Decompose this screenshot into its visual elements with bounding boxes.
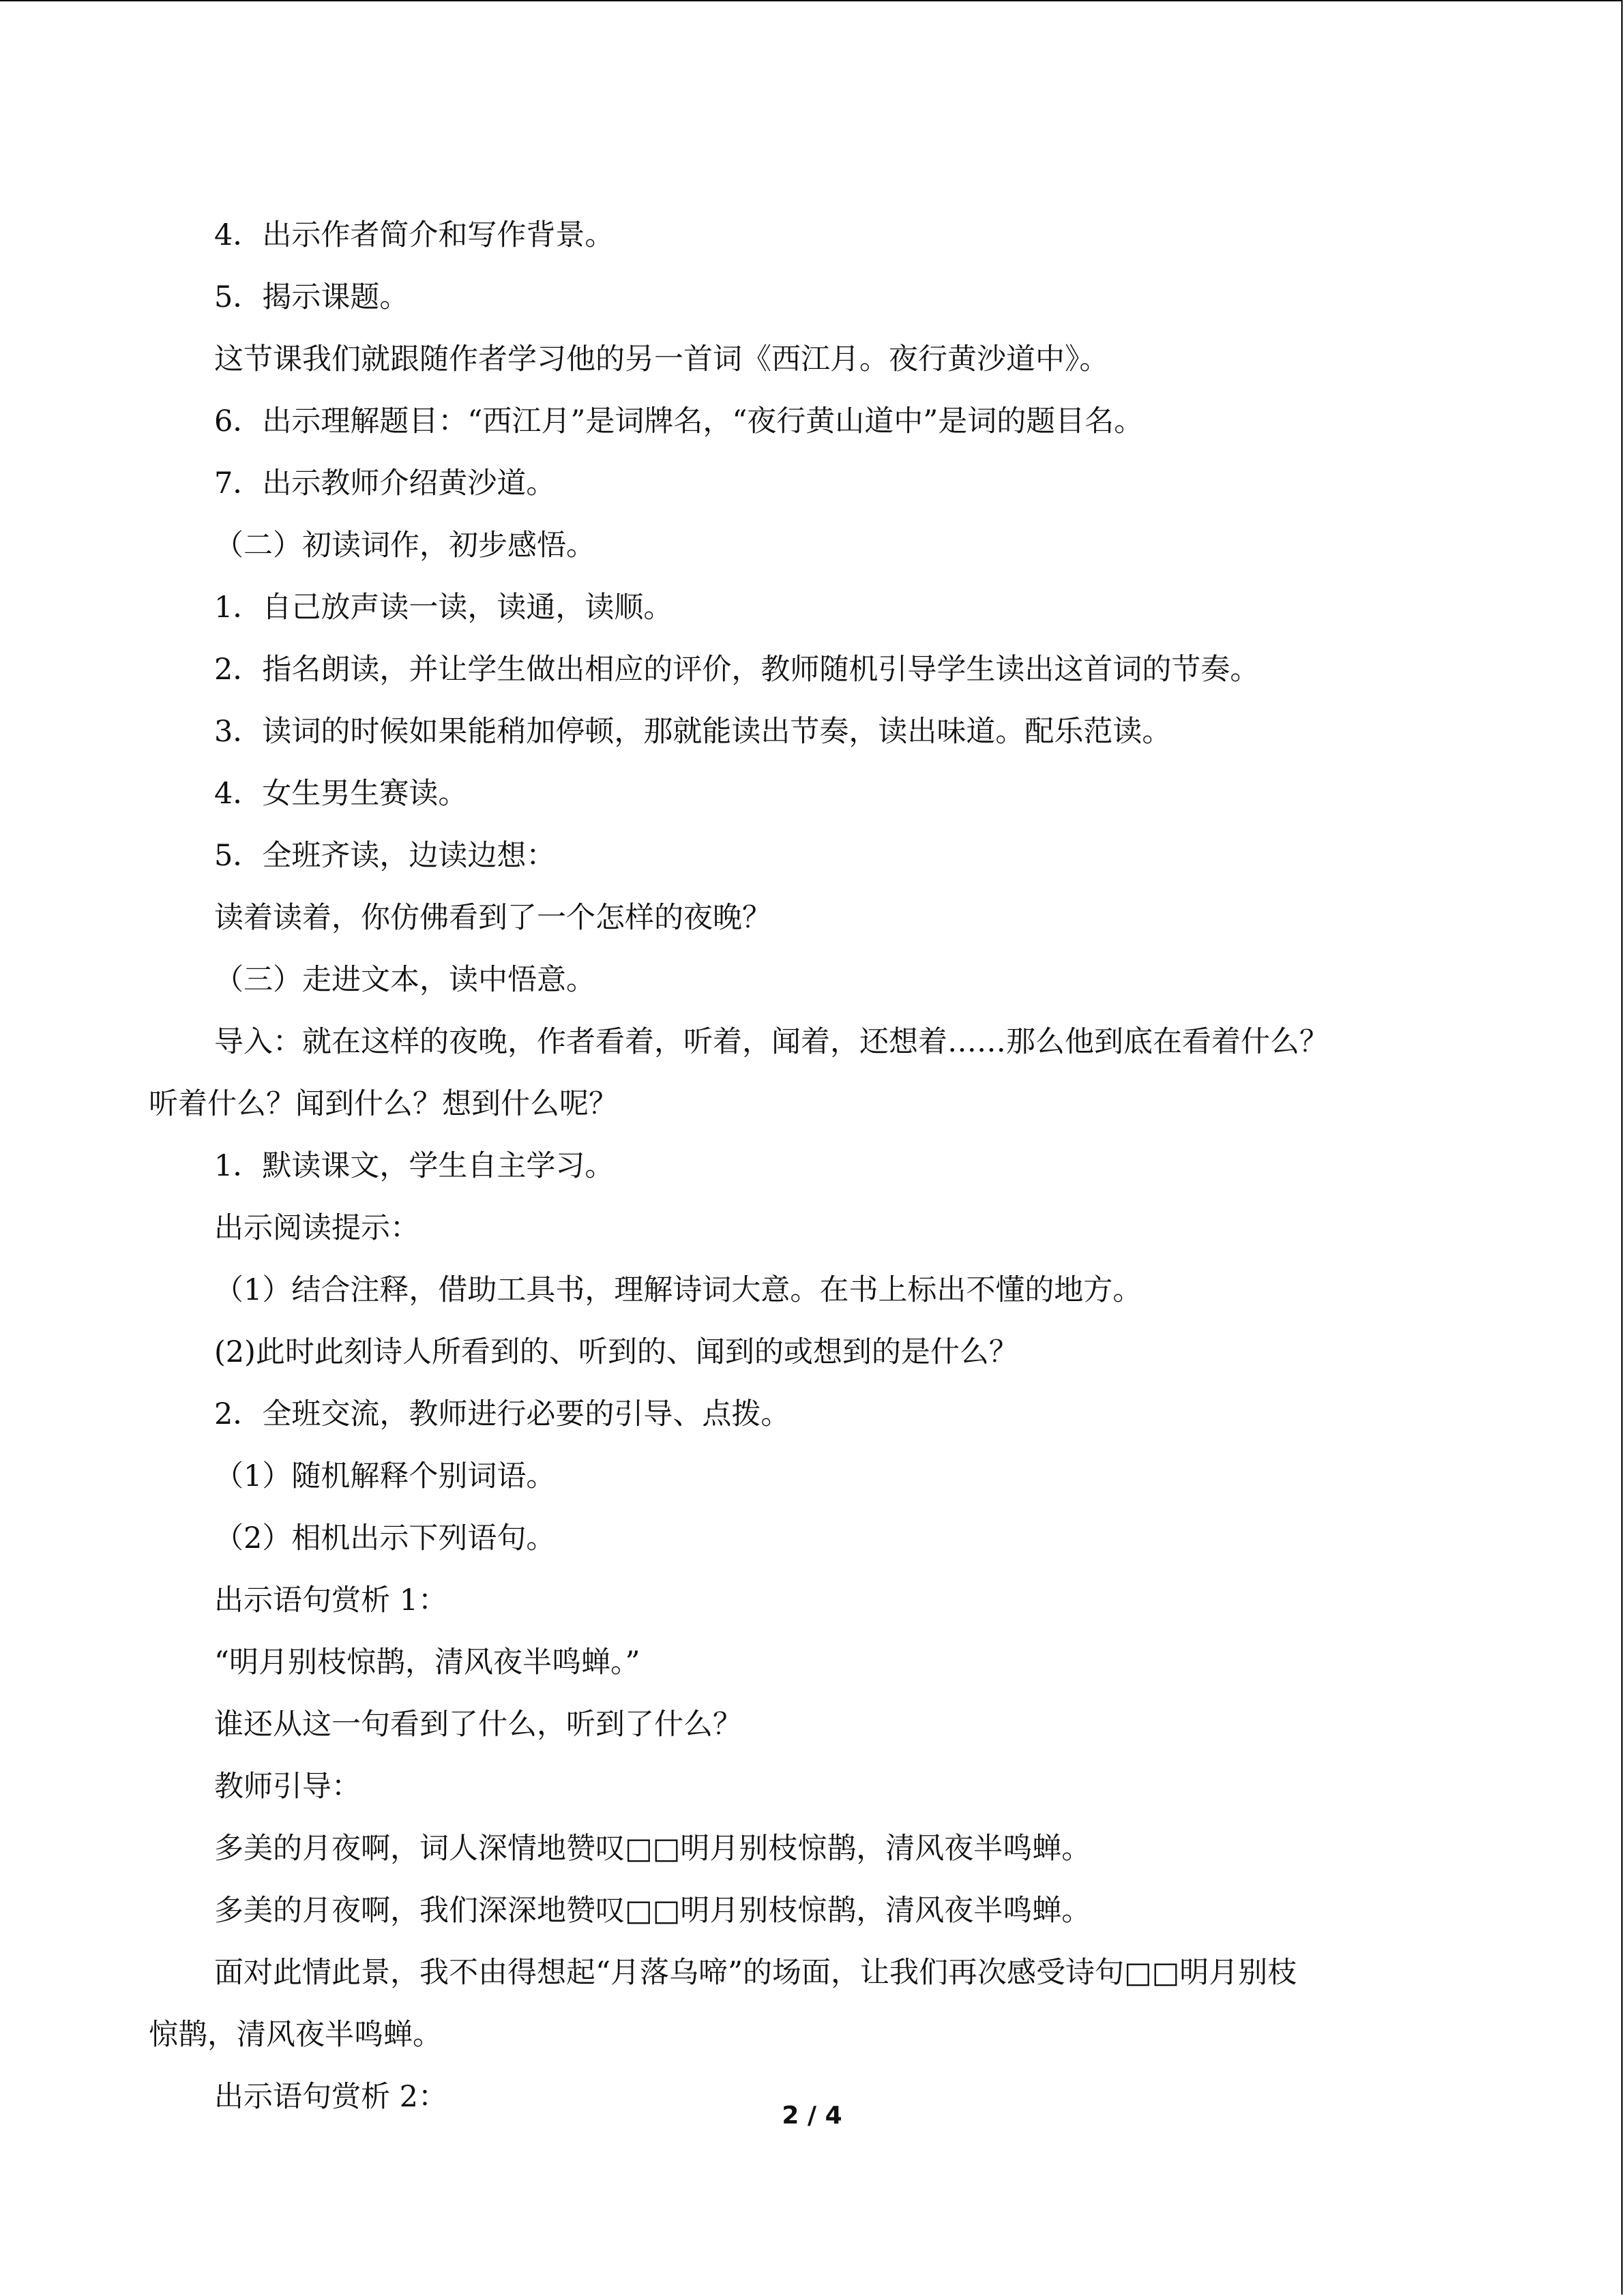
paragraph-line: 2．指名朗读，并让学生做出相应的评价，教师随机引导学生读出这首词的节奏。 bbox=[214, 653, 1260, 687]
paragraph-line: 教师引导： bbox=[214, 1770, 361, 1804]
paragraph-line: 出示语句赏析 2： bbox=[214, 2080, 448, 2114]
document-body bbox=[149, 205, 1466, 2128]
paragraph-line: （1）随机解释个别词语。 bbox=[214, 1459, 556, 1493]
page-number: 2 / 4 bbox=[782, 2102, 842, 2130]
paragraph-line: 1．自己放声读一读，读通，读顺。 bbox=[214, 591, 673, 625]
paragraph-line: (2)此时此刻诗人所看到的、听到的、闻到的或想到的是什么？ bbox=[214, 1335, 1018, 1369]
paragraph-line-continued: 惊鹊，清风夜半鸣蝉。 bbox=[149, 2018, 442, 2052]
paragraph-line: 导入：就在这样的夜晚，作者看着，听着，闻着，还想着……那么他到底在看着什么？ bbox=[214, 1025, 1329, 1059]
paragraph-line: 5．揭示课题。 bbox=[214, 280, 409, 314]
paragraph-line: 读着读着，你仿佛看到了一个怎样的夜晚？ bbox=[214, 901, 771, 935]
paragraph-line: 多美的月夜啊，我们深深地赞叹□□明月别枝惊鹊，清风夜半鸣蝉。 bbox=[214, 1894, 1091, 1928]
paragraph-line: 面对此情此景，我不由得想起“月落乌啼”的场面，让我们再次感受诗句□□明月别枝 bbox=[214, 1956, 1297, 1990]
paragraph-line: 1．默读课文，学生自主学习。 bbox=[214, 1149, 615, 1183]
paragraph-line: 7．出示教师介绍黄沙道。 bbox=[214, 466, 556, 501]
quoted-poem-line: “明月别枝惊鹊，清风夜半鸣蝉。” bbox=[214, 1645, 640, 1680]
section-heading: （三）走进文本，读中悟意。 bbox=[214, 963, 595, 997]
paragraph-line: 4．女生男生赛读。 bbox=[214, 777, 468, 811]
paragraph-line: 5．全班齐读，边读边想： bbox=[214, 839, 556, 873]
paragraph-line: 4．出示作者简介和写作背景。 bbox=[214, 218, 615, 252]
paragraph-line: 出示阅读提示： bbox=[214, 1211, 419, 1245]
paragraph-line: （1）结合注释，借助工具书，理解诗词大意。在书上标出不懂的地方。 bbox=[214, 1273, 1142, 1307]
paragraph-line: 这节课我们就跟随作者学习他的另一首词《西江月。夜行黄沙道中》。 bbox=[214, 342, 1109, 376]
paragraph-line: 出示语句赏析 1： bbox=[214, 1583, 448, 1617]
paragraph-line: 2．全班交流，教师进行必要的引导、点拨。 bbox=[214, 1397, 791, 1431]
paragraph-line: 6．出示理解题目：“西江月”是词牌名，“夜行黄山道中”是词的题目名。 bbox=[214, 404, 1144, 438]
section-heading: （二）初读词作，初步感悟。 bbox=[214, 528, 595, 563]
paragraph-line: （2）相机出示下列语句。 bbox=[214, 1521, 556, 1555]
paragraph-line: 多美的月夜啊，词人深情地赞叹□□明月别枝惊鹊，清风夜半鸣蝉。 bbox=[214, 1832, 1091, 1866]
paragraph-line: 3．读词的时候如果能稍加停顿，那就能读出节奏，读出味道。配乐范读。 bbox=[214, 715, 1172, 749]
paragraph-line: 谁还从这一句看到了什么，听到了什么？ bbox=[214, 1708, 742, 1742]
paragraph-line-continued: 听着什么？闻到什么？想到什么呢？ bbox=[149, 1087, 618, 1121]
